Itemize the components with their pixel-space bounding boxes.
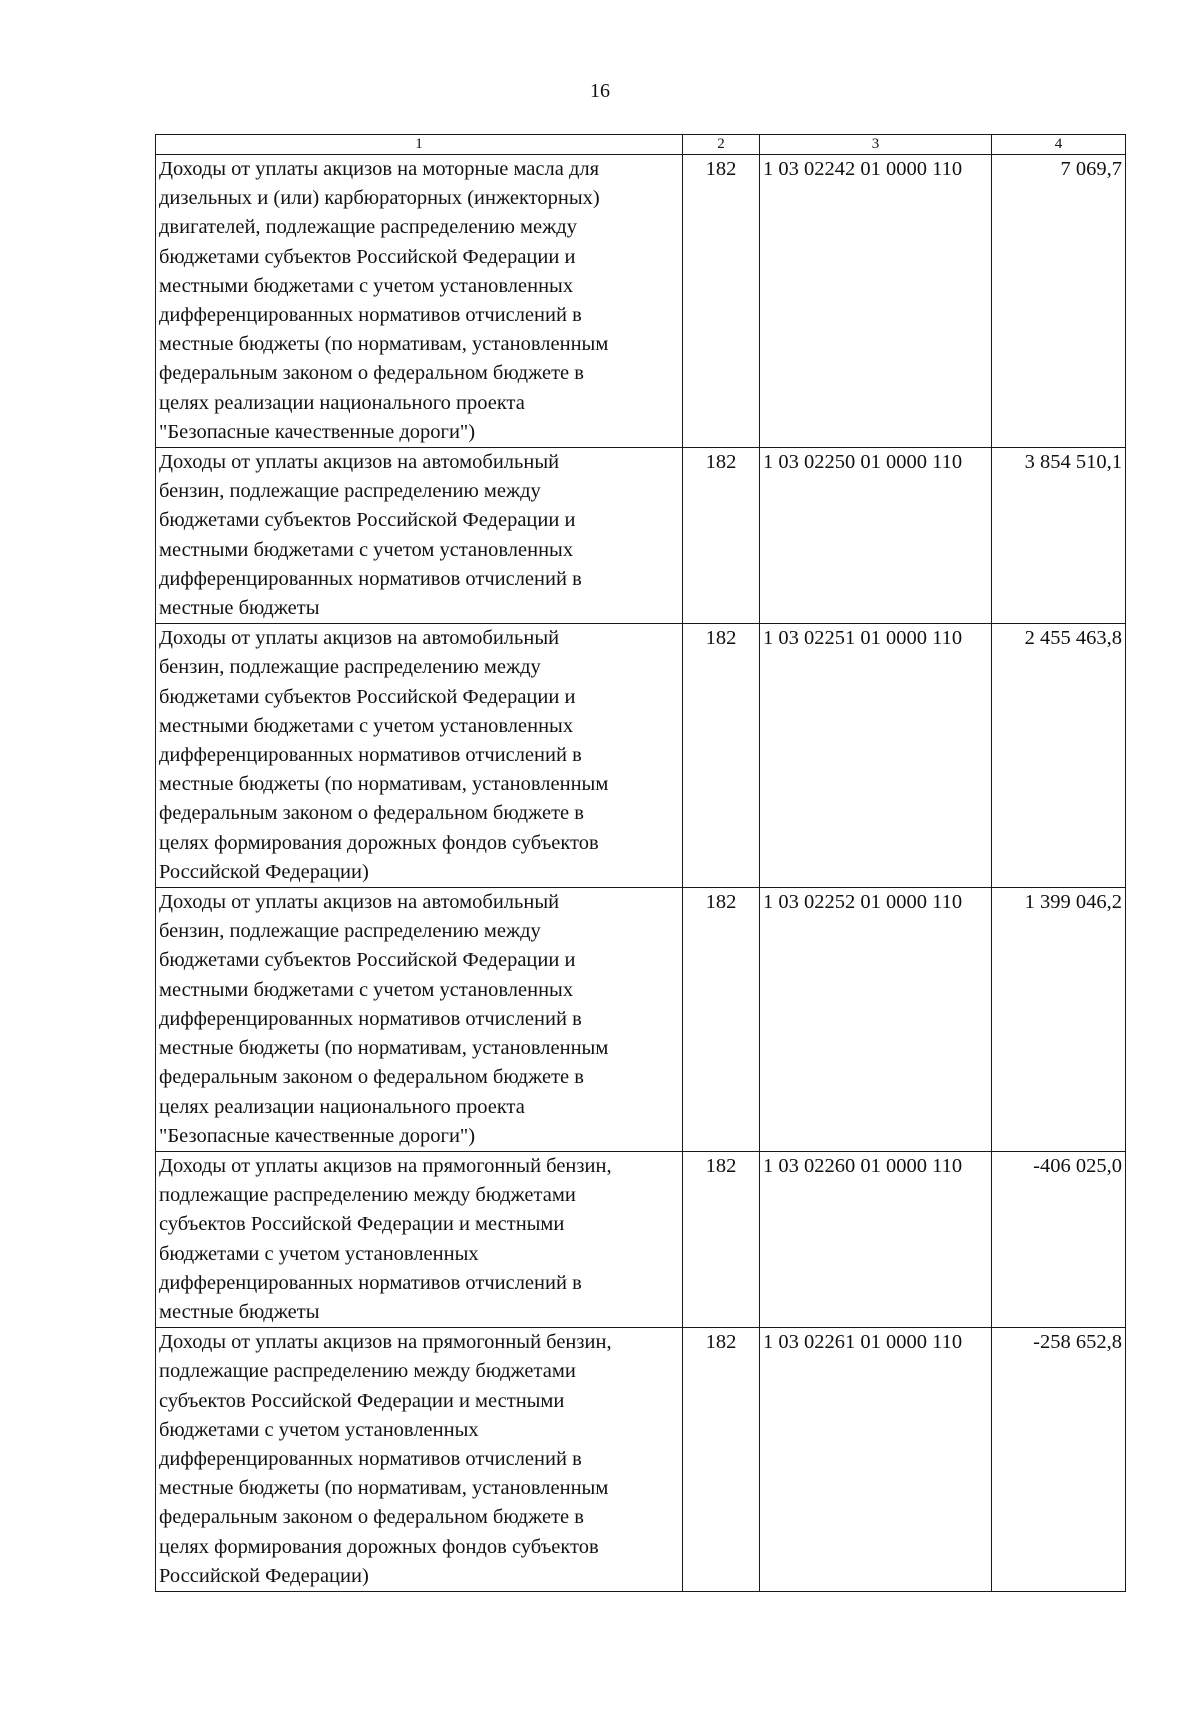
description-line: бюджетами субъектов Российской Федерации и [159,685,576,708]
description-line: местными бюджетами с учетом установленных [159,274,574,297]
row-amount: -258 652,8 [992,1328,1126,1592]
row-amount: 3 854 510,1 [992,448,1126,624]
description-line: Доходы от уплаты акцизов на автомобильный [159,891,560,914]
table-row [156,888,1126,1152]
row-description [156,1151,683,1327]
description-line: "Безопасные качественные дороги") [159,1124,476,1147]
description-line: дифференцированных нормативов отчислений в [159,1007,582,1030]
description-line: местными бюджетами с учетом установленных [159,538,574,561]
description-line: дифференцированных нормативов отчислений в [159,744,582,767]
row-budget-code: 1 03 02250 01 0000 110 [760,448,992,624]
description-line: целях реализации национального проекта [159,1095,525,1118]
row-amount: 1 399 046,2 [992,888,1126,1152]
description-line: дифференцированных нормативов отчислений в [159,304,582,327]
header-column-4: 4 [992,135,1126,155]
description-line: субъектов Российской Федерации и местными [159,1213,565,1236]
table-row [156,1328,1126,1592]
description-line: бензин, подлежащие распределению между [159,656,541,679]
description-line: местные бюджеты (по нормативам, установленным [159,1037,609,1060]
row-budget-code: 1 03 02251 01 0000 110 [760,624,992,888]
description-line: целях формирования дорожных фондов субъектов [159,1535,599,1558]
description-line: Доходы от уплаты акцизов на прямогонный бензин, [159,1331,612,1354]
description-line: Российской Федерации) [159,860,369,883]
description-line: местными бюджетами с учетом установленных [159,978,574,1001]
row-budget-code: 1 03 02261 01 0000 110 [760,1328,992,1592]
description-line: местные бюджеты (по нормативам, установленным [159,773,609,796]
description-line: местные бюджеты (по нормативам, установленным [159,333,609,356]
description-line: дизельных и (или) карбюраторных (инжекторных) [159,187,600,210]
description-line: подлежащие распределению между бюджетами [159,1184,576,1207]
description-line: местные бюджеты [159,597,320,620]
row-budget-code: 1 03 02252 01 0000 110 [760,888,992,1152]
description-line: местными бюджетами с учетом установленных [159,714,574,737]
description-line: целях реализации национального проекта [159,391,525,414]
description-line: бюджетами с учетом установленных [159,1418,479,1441]
row-admin-code: 182 [683,624,760,888]
row-description [156,448,683,624]
row-amount: -406 025,0 [992,1151,1126,1327]
description-line: федеральным законом о федеральном бюджете в [159,1506,584,1529]
table-header [156,135,1126,155]
description-line: бюджетами субъектов Российской Федерации и [159,509,576,532]
table-body [156,155,1126,1592]
table-row [156,1151,1126,1327]
row-amount: 2 455 463,8 [992,624,1126,888]
description-line: дифференцированных нормативов отчислений в [159,1447,582,1470]
description-line: субъектов Российской Федерации и местными [159,1389,565,1412]
header-column-3: 3 [760,135,992,155]
row-admin-code: 182 [683,888,760,1152]
header-column-1: 1 [156,135,683,155]
description-line: федеральным законом о федеральном бюджете в [159,362,584,385]
description-line: бюджетами субъектов Российской Федерации и [159,949,576,972]
description-line: дифференцированных нормативов отчислений в [159,1271,582,1294]
description-line: Доходы от уплаты акцизов на автомобильный [159,451,560,474]
row-admin-code: 182 [683,1151,760,1327]
description-line: бюджетами с учетом установленных [159,1242,479,1265]
table-row [156,624,1126,888]
description-line: бензин, подлежащие распределению между [159,480,541,503]
row-description [156,1328,683,1592]
revenue-table [155,134,1126,1592]
description-line: федеральным законом о федеральном бюджете в [159,802,584,825]
description-line: местные бюджеты (по нормативам, установленным [159,1477,609,1500]
description-line: целях формирования дорожных фондов субъектов [159,831,599,854]
row-budget-code: 1 03 02242 01 0000 110 [760,155,992,448]
description-line: подлежащие распределению между бюджетами [159,1360,576,1383]
row-admin-code: 182 [683,448,760,624]
header-column-2: 2 [683,135,760,155]
description-line: бензин, подлежащие распределению между [159,920,541,943]
table-row [156,448,1126,624]
description-line: федеральным законом о федеральном бюджете в [159,1066,584,1089]
header-row [156,135,1126,155]
description-line: местные бюджеты [159,1300,320,1323]
description-line: дифференцированных нормативов отчислений в [159,567,582,590]
description-line: Доходы от уплаты акцизов на автомобильный [159,627,560,650]
description-line: Доходы от уплаты акцизов на прямогонный бензин, [159,1154,612,1177]
row-amount: 7 069,7 [992,155,1126,448]
row-description [156,888,683,1152]
row-admin-code: 182 [683,1328,760,1592]
description-line: Доходы от уплаты акцизов на моторные масла для [159,158,600,180]
row-admin-code: 182 [683,155,760,448]
page-number: 16 [590,80,610,102]
row-description [156,155,683,448]
row-budget-code: 1 03 02260 01 0000 110 [760,1151,992,1327]
row-description [156,624,683,888]
description-line: "Безопасные качественные дороги") [159,420,476,443]
description-line: Российской Федерации) [159,1564,369,1587]
table-row [156,155,1126,448]
description-line: бюджетами субъектов Российской Федерации и [159,245,576,268]
description-line: двигателей, подлежащие распределению между [159,216,577,239]
